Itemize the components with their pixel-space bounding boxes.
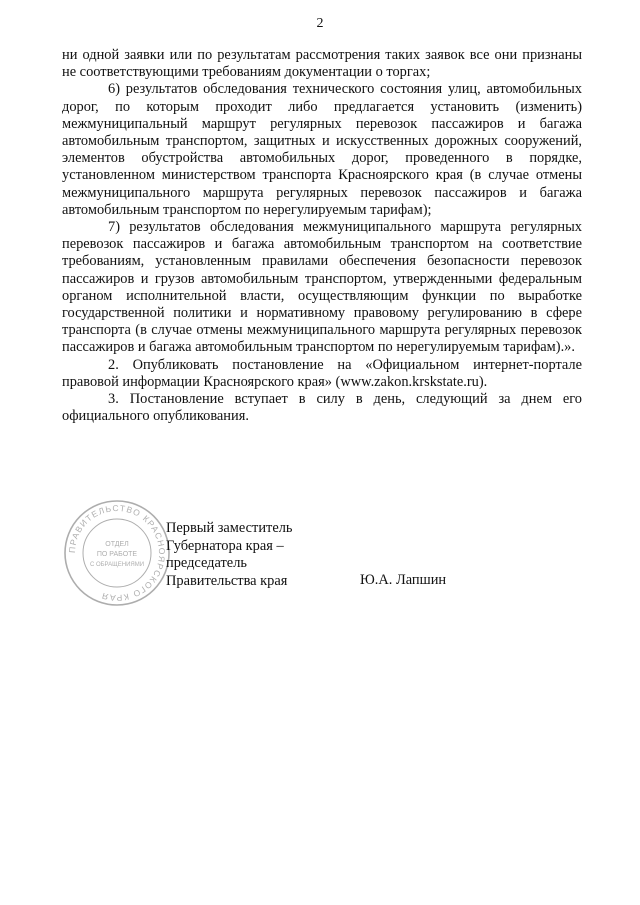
seal-center-line-2: ПО РАБОТЕ	[96, 551, 138, 558]
seal-center-line-1: ОТДЕЛ	[105, 541, 129, 548]
paragraph-item-7: 7) результатов обследования межмуниципального маршрута регулярных перевозок пассажиров и багажа автомобильным транспортом на соответствие требованиям, установленным правилами обеспечения безопасности перевозок пассажиров и грузов автомобильным транспортом, утвержденными федеральным органом исполнительной власти, осуществляющим функции по выработке государственной политики и нормативному правовому регулированию в сфере транспорта (в случае отмены межмуниципального маршрута регулярных перевозок пассажиров и багажа автомобильным транспортом по нерегулируемым тарифам).».	[62, 219, 582, 356]
signatory-position	[166, 520, 292, 590]
paragraph-publish: 2. Опубликовать постановление на «Официальном интернет-портале правовой информации Красноярского края» (www.zakon.krskstate.ru).	[62, 356, 582, 390]
signatory-name: Ю.А. Лапшин	[360, 572, 447, 588]
signatory-position-line: Первый заместитель	[166, 520, 293, 536]
seal-ring-text: ПРАВИТЕЛЬСТВО КРАСНОЯРСКОГО КРАЯ	[66, 502, 168, 604]
paragraph-effective: 3. Постановление вступает в силу в день, следующий за днем его официального опубликования.	[62, 391, 582, 425]
signature-block	[62, 502, 582, 630]
signatory-position-line: Правительства края	[166, 572, 288, 589]
seal-center-line-3: С ОБРАЩЕНИЯМИ	[89, 562, 145, 568]
official-seal-stamp	[62, 498, 172, 608]
paragraph-continuation: ни одной заявки или по результатам рассмотрения таких заявок все они признаны не соответствующими требованиям документации о торгах;	[62, 47, 582, 81]
page-number: 2	[316, 16, 324, 31]
signatory-position-line: председатель	[166, 555, 247, 571]
signatory-position-line: Губернатора края –	[166, 537, 284, 554]
document-body	[62, 47, 582, 425]
paragraph-item-6: 6) результатов обследования технического состояния улиц, автомобильных дорог, по которым проходит либо предлагается установить (изменить) межмуниципальный маршрут регулярных перевозок пассажиров и багажа автомобильным транспортом, защитных и искусственных дорожных сооружений, элементов обустройства автомобильных дорог, проведенного в порядке, установленном министерством транспорта Красноярского края (в случае отмены межмуниципального маршрута регулярных перевозок пассажиров и багажа автомобильным транспортом по нерегулируемым тарифам);	[62, 81, 582, 218]
